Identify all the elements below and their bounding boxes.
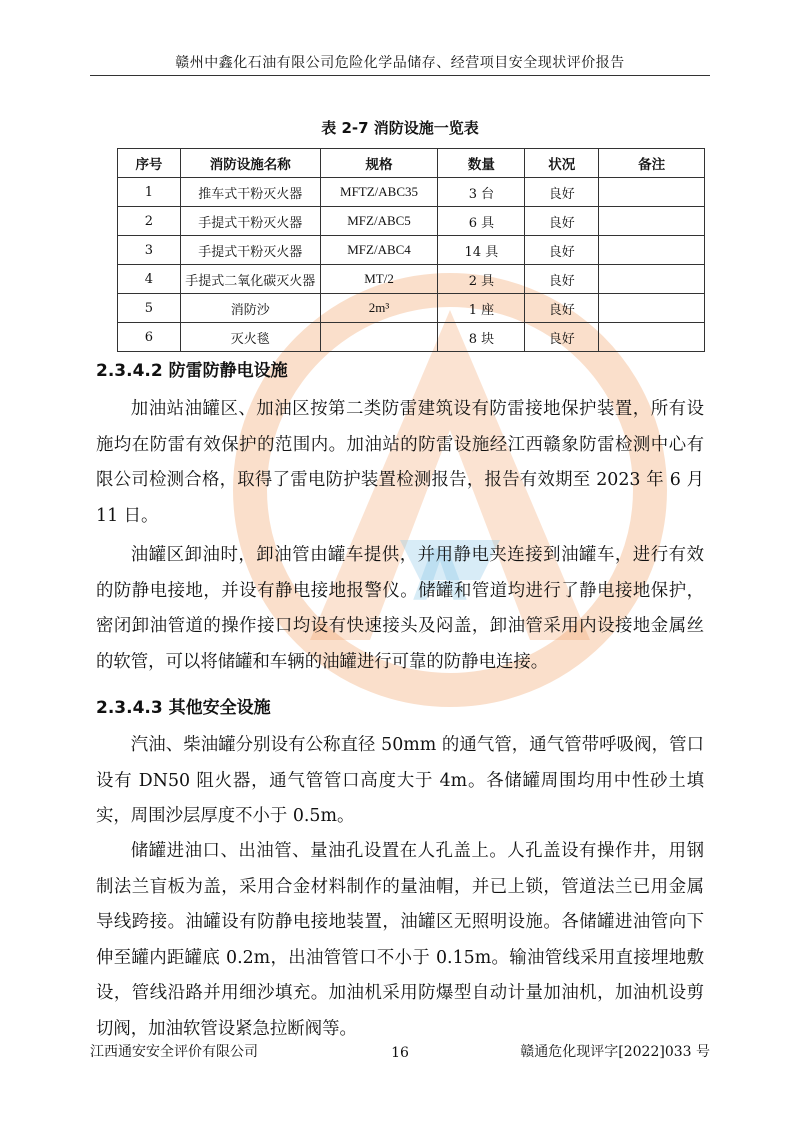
cell-index: 5 <box>118 294 181 323</box>
col-header-name: 消防设施名称 <box>180 149 320 178</box>
cell-name: 推车式干粉灭火器 <box>180 178 320 207</box>
cell-remark <box>599 323 705 352</box>
header-rule <box>90 75 710 76</box>
cell-remark <box>599 178 705 207</box>
section-heading-lightning: 2.3.4.2 防雷防静电设施 <box>96 361 288 381</box>
cell-name: 手提式二氧化碳灭火器 <box>180 265 320 294</box>
table-row <box>118 323 705 352</box>
col-header-quantity: 数量 <box>438 149 525 178</box>
cell-quantity: 3 台 <box>438 178 525 207</box>
table-row <box>118 236 705 265</box>
cell-status: 良好 <box>525 294 599 323</box>
cell-name: 灭火毯 <box>180 323 320 352</box>
cell-status: 良好 <box>525 178 599 207</box>
cell-index: 1 <box>118 178 181 207</box>
fire-facility-table <box>117 148 705 352</box>
table-row <box>118 207 705 236</box>
cell-spec: MFZ/ABC4 <box>320 236 438 265</box>
cell-name: 手提式干粉灭火器 <box>180 236 320 265</box>
paragraph-lightning-1: 加油站油罐区、加油区按第二类防雷建筑设有防雷接地保护装置，所有设施均在防雷有效保护的范围内。加油站的防雷设施经江西赣象防雷检测中心有限公司检测合格，取得了雷电防护装置检测报告，报告有效期至 2023 年 6 月 11 日。 <box>96 399 704 526</box>
cell-remark <box>599 294 705 323</box>
paragraph-other-safety-2: 储罐进油口、出油管、量油孔设置在人孔盖上。人孔盖设有操作井，用钢制法兰盲板为盖，采用合金材料制作的量油帽，并已上锁，管道法兰已用金属导线跨接。油罐设有防静电接地装置，油罐区无照明设施。各储罐进油管向下伸至罐内距罐底 0.2m，出油管管口不小于 0.15m。输油管线采用直接埋地敷设，管线沿路并用细沙填充。加油机采用防爆型自动计量加油机，加油机设剪切阀，加油软管设紧急拉断阀等。 <box>96 841 704 1039</box>
cell-spec: MT/2 <box>320 265 438 294</box>
cell-spec: MFTZ/ABC35 <box>320 178 438 207</box>
page-number: 16 <box>391 1045 409 1061</box>
table-header-row <box>118 149 705 178</box>
cell-quantity: 6 具 <box>438 207 525 236</box>
col-header-index: 序号 <box>118 149 181 178</box>
cell-name: 消防沙 <box>180 294 320 323</box>
cell-status: 良好 <box>525 236 599 265</box>
footer-doc-number: 赣通危化现评字[2022]033 号 <box>520 1044 710 1060</box>
table-title: 表 2-7 消防设施一览表 <box>321 119 479 137</box>
cell-remark <box>599 236 705 265</box>
col-header-remark: 备注 <box>599 149 705 178</box>
col-header-spec: 规格 <box>320 149 438 178</box>
table-row <box>118 294 705 323</box>
cell-quantity: 8 块 <box>438 323 525 352</box>
paragraph-lightning-2: 油罐区卸油时，卸油管由罐车提供，并用静电夹连接到油罐车，进行有效的防静电接地，并设有静电接地报警仪。储罐和管道均进行了静电接地保护，密闭卸油管道的操作接口均设有快速接头及闷盖，卸油管采用内设接地金属丝的软管，可以将储罐和车辆的油罐进行可靠的防静电连接。 <box>96 545 704 672</box>
cell-spec: MFZ/ABC5 <box>320 207 438 236</box>
cell-status: 良好 <box>525 265 599 294</box>
cell-index: 2 <box>118 207 181 236</box>
cell-status: 良好 <box>525 323 599 352</box>
cell-spec: 2m³ <box>320 294 438 323</box>
cell-quantity: 14 具 <box>438 236 525 265</box>
page-header: 赣州中鑫化石油有限公司危险化学品储存、经营项目安全现状评价报告 <box>175 55 625 71</box>
cell-index: 3 <box>118 236 181 265</box>
svg-text:A: A <box>412 535 468 617</box>
cell-name: 手提式干粉灭火器 <box>180 207 320 236</box>
table-row <box>118 265 705 294</box>
cell-index: 6 <box>118 323 181 352</box>
footer-company: 江西通安安全评价有限公司 <box>90 1044 258 1060</box>
cell-quantity: 1 座 <box>438 294 525 323</box>
table-row <box>118 178 705 207</box>
col-header-status: 状况 <box>525 149 599 178</box>
section-heading-other-safety: 2.3.4.3 其他安全设施 <box>96 698 271 718</box>
cell-quantity: 2 具 <box>438 265 525 294</box>
cell-index: 4 <box>118 265 181 294</box>
cell-status: 良好 <box>525 207 599 236</box>
paragraph-other-safety-1: 汽油、柴油罐分别设有公称直径 50mm 的通气管，通气管带呼吸阀，管口设有 DN50 阻火器，通气管管口高度大于 4m。各储罐周围均用中性砂土填实，周围沙层厚度不小于 0.5m。 <box>96 735 704 826</box>
cell-spec <box>320 323 438 352</box>
cell-remark <box>599 207 705 236</box>
cell-remark <box>599 265 705 294</box>
